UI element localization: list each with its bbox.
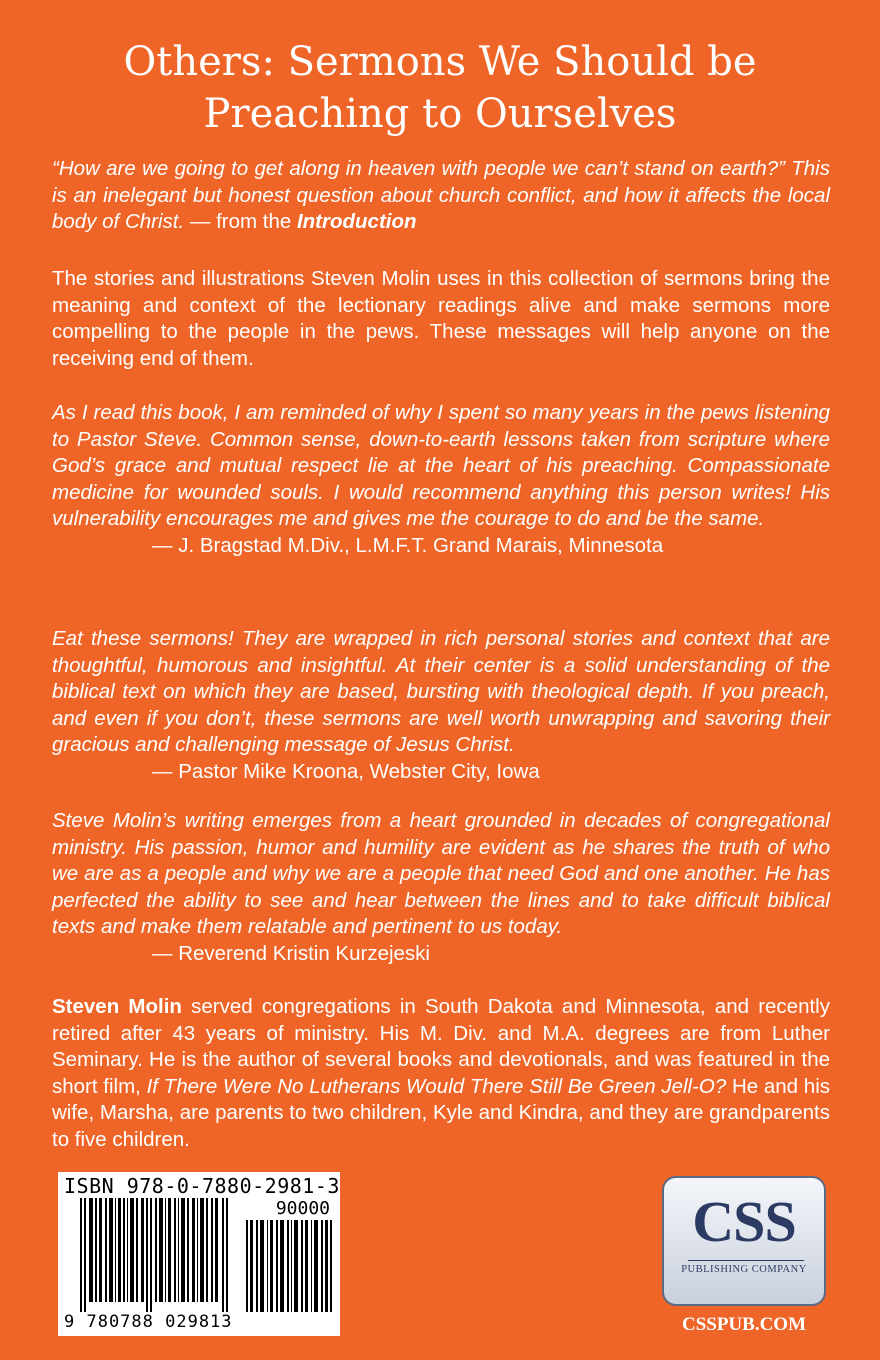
intro-source-prefix: — from the [184, 210, 297, 233]
book-description [52, 266, 830, 372]
film-title: If There Were No Lutherans Would There Still Be Green Jell-O? [146, 1074, 727, 1098]
bio-text-end: He and his wife, Marsha, are parents to two children, Kyle and Kindra, and they are grandparents to five children. [52, 1074, 831, 1151]
intro-quote [52, 156, 830, 236]
author-name: Steven Molin [52, 995, 182, 1018]
endorsement-author: — Reverend Kristin Kurzejeski [152, 941, 430, 965]
endorsement-quote: Steve Molin’s writing emerges from a heart grounded in decades of congregational ministry. His passion, humor and humility are evident as he shares the truth of who we are as a people and why we are a people that need God and one another. He has perfected the ability to see and hear between the lines and to take difficult biblical texts and make them relatable and pertinent to us today. [52, 809, 830, 938]
endorsement-quote: Eat these sermons! They are wrapped in rich personal stories and context that are thoughtful, humorous and insightful. At their center is a solid understanding of the biblical text on which they are based, bursting with theological depth. If you preach, and even if you don’t, these sermons are well worth unwrapping and savoring their gracious and challenging message of Jesus Christ. [52, 627, 830, 756]
logo-letters: CSS [692, 1189, 796, 1254]
endorsement-3 [52, 808, 830, 967]
logo-subtitle: PUBLISHING COMPANY [681, 1264, 807, 1275]
barcode-digits: 9 780788 029813 [64, 1312, 233, 1332]
endorsement-author: — J. Bragstad M.Div., L.M.F.T. Grand Marais, Minnesota [152, 533, 664, 557]
title-line-2: Preaching to Ourselves [203, 91, 677, 137]
endorsement-1 [52, 400, 830, 559]
intro-quote-text: “How are we going to get along in heaven with people we can’t stand on earth?” This is an inelegant but honest question about church conflict, and how it affects the local body of Christ. [52, 157, 830, 233]
endorsement-quote: As I read this book, I am reminded of why I spent so many years in the pews listening to Pastor Steve. Common sense, down-to-earth lessons taken from scripture where God’s grace and mutual respect lie at the heart of his preaching. Compassionate medicine for wounded souls. I would recommend anything this person writes! His vulnerability encourages me and gives me the courage to do and be the same. [52, 401, 830, 530]
endorsement-2 [52, 626, 830, 785]
publisher-url: CSSPUB.COM [681, 1314, 807, 1335]
intro-source-title: Introduction [296, 210, 417, 233]
isbn-label: ISBN 978-0-7880-2981-3 [64, 1174, 340, 1198]
publisher-logo [662, 1176, 826, 1306]
bio-text: served congregations in South Dakota and Minnesota, and recently retired after 43 years of ministry. His M. Div. and M.A. degrees are from Luther Seminary. He is the author of several books and devotionals, and was featured in the short film, [52, 995, 830, 1098]
price-code: 90000 [275, 1198, 330, 1219]
author-bio [52, 994, 830, 1153]
logo-divider [688, 1260, 804, 1261]
title-line-1: Others: Sermons We Should be [123, 39, 757, 85]
description-text: The stories and illustrations Steven Molin uses in this collection of sermons bring the meaning and context of the lectionary readings alive and make sermons more compelling to the people in the pews. These messages will help anyone on the receiving end of them. [52, 267, 830, 370]
barcode-bars [80, 1198, 228, 1312]
isbn-barcode [58, 1172, 340, 1336]
price-addon-bars [246, 1220, 332, 1312]
endorsement-author: — Pastor Mike Kroona, Webster City, Iowa [152, 759, 540, 783]
book-title [0, 36, 880, 140]
